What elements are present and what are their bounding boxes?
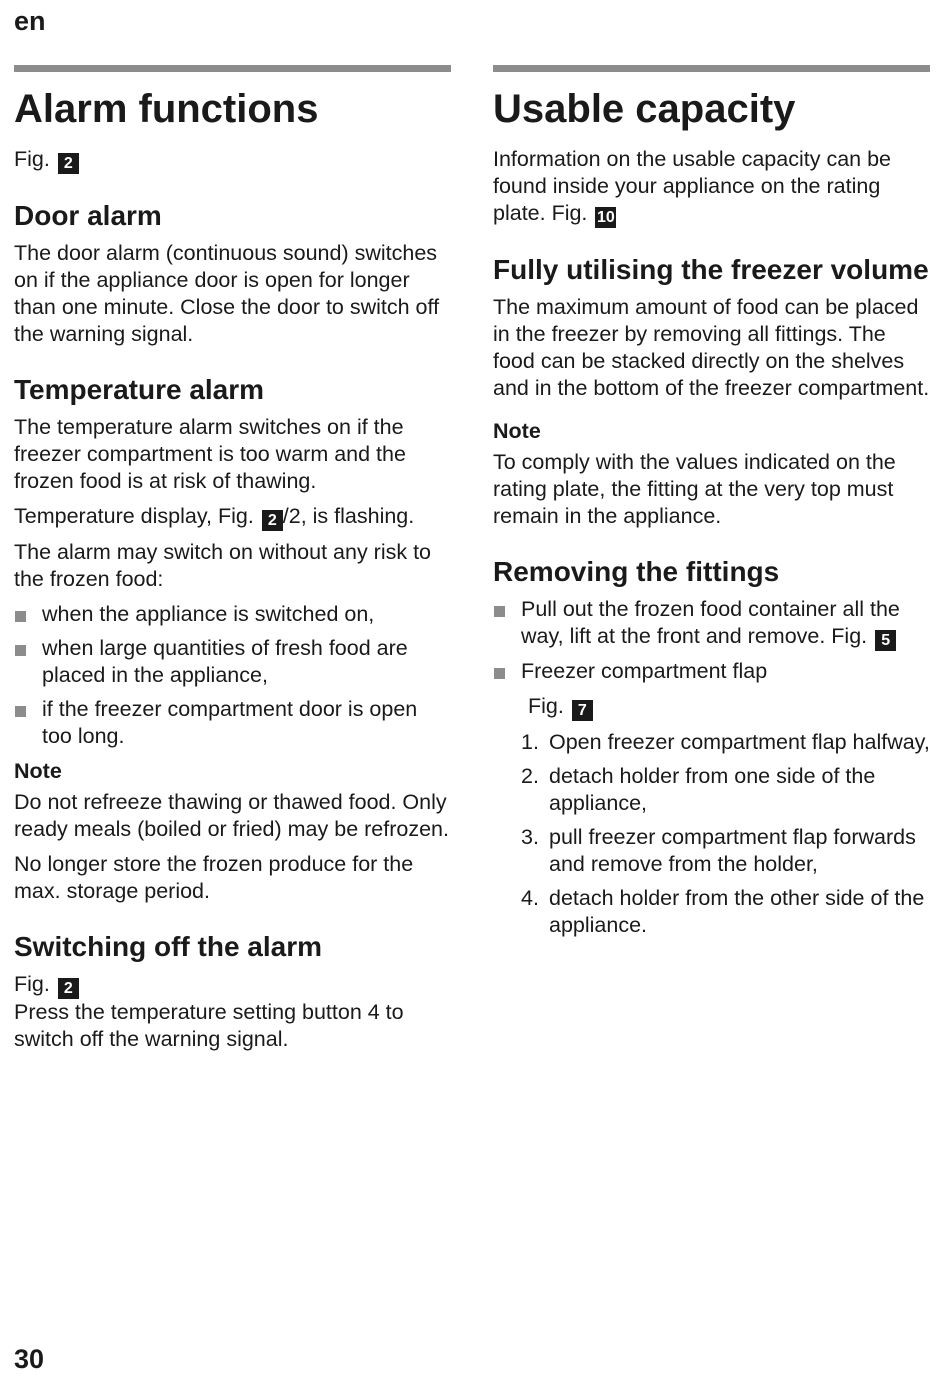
- list-item: Freezer compartment flap: [493, 658, 930, 685]
- step-item: 3. pull freezer compartment flap forwards and remove from the holder,: [521, 825, 916, 876]
- fig-reference: Fig. 2: [14, 146, 451, 174]
- figure-number-badge: 2: [262, 510, 283, 531]
- left-column: [14, 65, 451, 1061]
- usable-capacity-intro: Information on the usable capacity can be found inside your appliance on the rating plate. Fig. 10: [493, 147, 892, 226]
- door-alarm-heading: Door alarm: [14, 200, 162, 231]
- fully-utilising-heading: Fully utilising the freezer volume: [493, 254, 929, 285]
- list-item: if the freezer compartment door is open too long.: [14, 696, 451, 750]
- note-label: Note: [14, 759, 62, 783]
- step-item: 4. detach holder from the other side of the appliance.: [521, 886, 925, 937]
- fittings-list: [493, 596, 930, 685]
- temperature-alarm-heading: Temperature alarm: [14, 374, 265, 405]
- list-item: when large quantities of fresh food are placed in the appliance,: [14, 635, 451, 689]
- figure-number-badge: 5: [875, 630, 896, 651]
- language-code: en: [14, 6, 46, 36]
- section-rule: [14, 65, 451, 72]
- temperature-alarm-text: The temperature alarm switches on if the freezer compartment is too warm and the frozen food is at risk of thawing.: [14, 415, 406, 493]
- note-label: Note: [493, 419, 541, 443]
- alarm-functions-title: Alarm functions: [14, 87, 319, 131]
- step-item: 1. Open freezer compartment flap halfway,: [521, 730, 930, 754]
- fig-reference: Fig. 2: [14, 971, 451, 999]
- usable-capacity-title: Usable capacity: [493, 87, 796, 131]
- temperature-display-text: Temperature display, Fig. 2 /2, is flashing.: [14, 504, 415, 529]
- list-item: when the appliance is switched on,: [14, 601, 451, 628]
- note-text: To comply with the values indicated on the rating plate, the fitting at the very top must remain in the appliance.: [493, 450, 896, 528]
- removing-fittings-heading: Removing the fittings: [493, 556, 780, 587]
- figure-number-badge: 2: [58, 978, 79, 999]
- right-column: [493, 65, 930, 946]
- alarm-conditions-list: [14, 601, 451, 750]
- switching-off-heading: Switching off the alarm: [14, 931, 323, 962]
- note-text: No longer store the frozen produce for the max. storage period.: [14, 852, 414, 903]
- figure-number-badge: 2: [58, 153, 79, 174]
- fully-utilising-text: The maximum amount of food can be placed in the freezer by removing all fittings. The food can be stacked directly on the shelves and in the bottom of the freezer compartment.: [493, 295, 930, 400]
- alarm-risk-text: The alarm may switch on without any risk to the frozen food:: [14, 540, 432, 591]
- flap-removal-steps: [493, 729, 930, 939]
- note-text: Do not refreeze thawing or thawed food. Only ready meals (boiled or fried) may be refrozen.: [14, 790, 449, 841]
- figure-number-badge: 10: [597, 209, 615, 226]
- door-alarm-text: The door alarm (continuous sound) switches on if the appliance door is open for longer than one minute. Close the door to switch off the warning signal.: [14, 241, 440, 346]
- page-number: 30: [14, 1344, 45, 1374]
- figure-number-badge: 7: [572, 700, 593, 721]
- step-item: 2. detach holder from one side of the appliance,: [521, 764, 876, 815]
- list-item: Pull out the frozen food container all the way, lift at the front and remove. Fig. 5: [493, 596, 930, 651]
- section-rule: [493, 65, 930, 72]
- switching-off-text: Press the temperature setting button 4 to switch off the warning signal.: [14, 1000, 404, 1051]
- fig-reference: Fig. 7: [493, 693, 930, 721]
